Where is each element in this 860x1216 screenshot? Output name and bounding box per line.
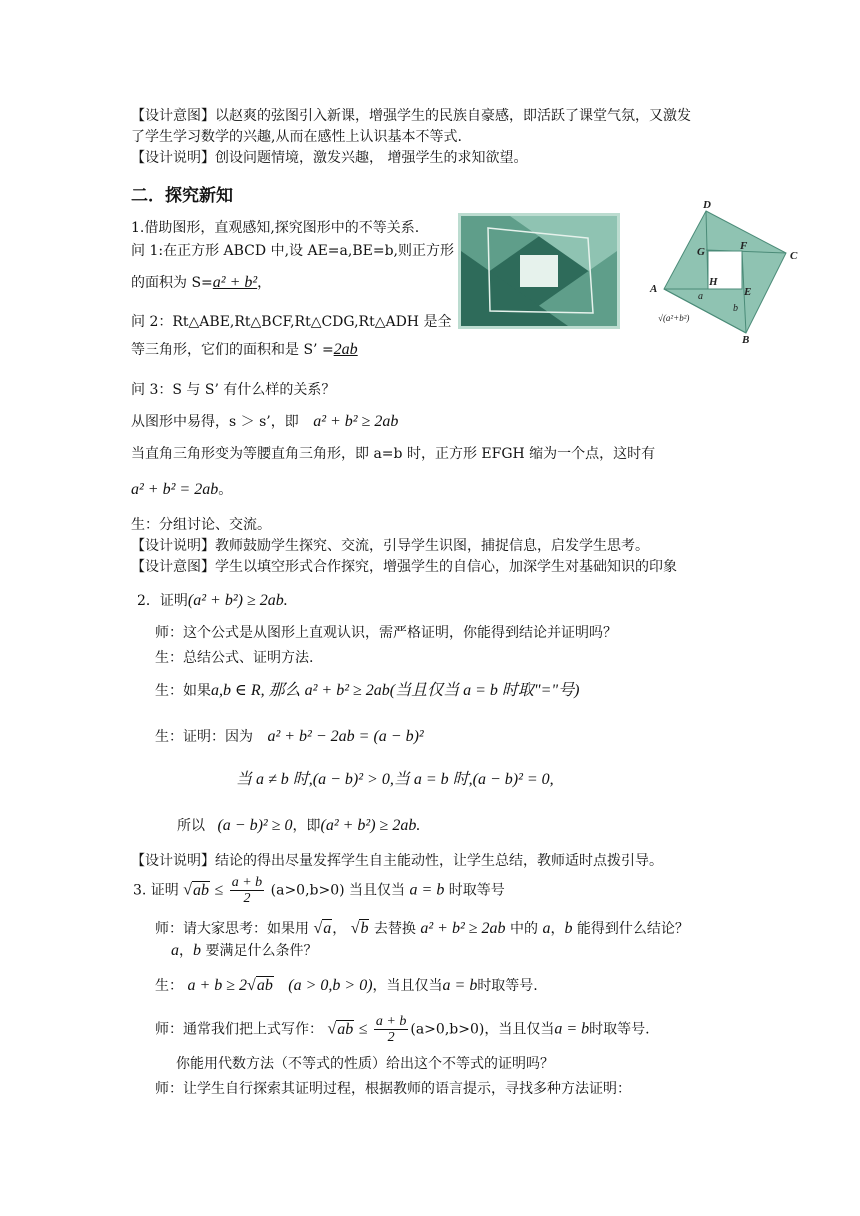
- triangle-area-label: 等三角形，它们的面积和是 S’ =: [131, 342, 334, 358]
- sqrt-ab-3: √ab: [327, 1020, 354, 1038]
- design-intent-2: 【设计意图】学生以填空形式合作探究，增强学生的自信心，加深学生对基础知识的印象: [131, 559, 677, 575]
- teacher-prompt-1: 师：这个公式是从图形上直观认识，需严格证明，你能得到结论并证明吗？: [155, 625, 617, 641]
- proof-item-2-formula: (a² + b²) ≥ 2ab.: [187, 592, 288, 609]
- teacher-rewrite: [155, 1014, 650, 1045]
- label-G: G: [697, 246, 705, 258]
- student-discussion: 生：分组讨论、交流。: [131, 517, 271, 533]
- label-b: b: [733, 303, 738, 314]
- teacher-prompt-2-cont: [171, 941, 317, 961]
- rewrite-label: 师：通常我们把上式写作：: [155, 1021, 323, 1038]
- sqrt-b-radicand: b: [360, 920, 369, 937]
- proof-conclusion: [177, 816, 420, 836]
- prompt2-in: 中的: [510, 921, 538, 937]
- item-3-condition: (a>0,b>0) 当且仅当: [270, 882, 406, 899]
- design-note-2: 【设计说明】教师鼓励学生探究、交流，引导学生识图，捕捉信息，启发学生思考。: [131, 538, 649, 554]
- fraction-1-num: a + b: [231, 875, 263, 890]
- sqrt-ab-1: √ab: [183, 881, 210, 899]
- fraction-1-den: 2: [243, 891, 251, 906]
- answer-condition: (a > 0,b > 0): [288, 977, 373, 994]
- prompt2-formula: a² + b² ≥ 2ab: [420, 920, 506, 937]
- conclusion-so: 所以: [177, 818, 205, 834]
- item-3-label: 3. 证明: [133, 882, 179, 899]
- rewrite-condition: (a>0,b>0): [410, 1021, 485, 1038]
- prompt2-b-var: b: [564, 920, 573, 937]
- answer-eq: a = b: [442, 977, 478, 994]
- sqrt-a: √a: [313, 920, 332, 937]
- conclusion-ie: ，即: [292, 818, 321, 834]
- equality-period: 。: [218, 482, 233, 498]
- proof-start: [155, 727, 424, 747]
- conclusion-formula-1: (a − b)² ≥ 0: [217, 817, 293, 834]
- proof-cases: [236, 770, 554, 790]
- section-heading: 二．探究新知: [131, 186, 233, 206]
- statement-label: 生：如果: [155, 683, 211, 699]
- rewrite-iff: ，当且仅当: [484, 1021, 555, 1038]
- student-answer: [155, 976, 538, 996]
- sqrt-b: √b: [350, 920, 369, 937]
- sqrt-a-radicand: a: [323, 920, 332, 937]
- observation-text: 从图形中易得，s ＞ s’，即: [131, 414, 299, 430]
- label-D: D: [703, 199, 711, 211]
- student-statement: [155, 681, 579, 701]
- answer-label: 生：: [155, 978, 183, 994]
- design-intent-line-1: 【设计意图】以赵爽的弦图引入新课，增强学生的民族自豪感，即活跃了课堂气氛，又激发: [131, 108, 691, 124]
- question-1: 问 1:在正方形 ABCD 中,设 AE=a,BE=b,则正方形: [131, 243, 454, 259]
- statement-formula: a,b ∈ R, 那么 a² + b² ≥ 2ab(当且仅当 a = b 时取"="号): [211, 682, 580, 699]
- cont-comma: ，: [179, 943, 193, 959]
- question-3: 问 3：S 与 S’ 有什么样的关系？: [131, 382, 336, 398]
- inequality-observation: [131, 412, 398, 432]
- rewrite-eq: a = b: [554, 1020, 590, 1038]
- proof-item-3: [133, 875, 505, 906]
- design-intent-line-2: 了学生学习数学的兴趣,从而在感性上认识基本不等式.: [131, 129, 462, 145]
- question-2: 问 2：Rt△ABE,Rt△BCF,Rt△CDG,Rt△ADH 是全: [131, 314, 452, 330]
- prompt2-tail: 能得到什么结论？: [576, 921, 689, 937]
- rewrite-tail: 时取等号.: [589, 1021, 650, 1038]
- explore-item-1: 1.借助图形，直观感知,探究图形中的不等关系.: [131, 220, 420, 236]
- prompt2-replace: 去替换: [373, 921, 416, 937]
- prompt2-a: 师：请大家思考：如果用: [155, 921, 309, 937]
- conclusion-formula-2: (a² + b²) ≥ 2ab.: [320, 817, 421, 834]
- proof-start-label: 生：证明：因为: [155, 729, 253, 745]
- leq-2: ≤: [358, 1020, 368, 1038]
- cont-b-var: b: [193, 942, 201, 959]
- label-B: B: [742, 334, 750, 345]
- labelled-square-figure: [636, 193, 806, 345]
- design-note-3: 【设计说明】结论的得出尽量发挥学生自主能动性，让学生总结，教师适时点拨引导。: [131, 853, 663, 869]
- inner-square: [520, 255, 558, 287]
- proof-start-formula: a² + b² − 2ab = (a − b)²: [267, 728, 424, 745]
- equality-formula: a² + b² = 2ab: [131, 481, 219, 498]
- label-F: F: [740, 240, 748, 252]
- observation-formula: a² + b² ≥ 2ab: [313, 413, 399, 430]
- equality-condition: 当直角三角形变为等腰直角三角形，即 a=b 时，正方形 EFGH 缩为一个点，这时有: [131, 446, 656, 462]
- teacher-guidance: 师：让学生自行探索其证明过程，根据教师的语言提示，寻找多种方法证明：: [155, 1081, 631, 1097]
- teacher-prompt-2: [155, 919, 689, 939]
- student-summary: 生：总结公式、证明方法.: [155, 650, 314, 666]
- cont-a-var: a: [171, 942, 179, 959]
- square-area-comma: ，: [257, 275, 272, 291]
- zhao-shuang-string-figure: [458, 213, 620, 329]
- fraction-2-den: 2: [387, 1030, 395, 1045]
- square-area-formula: a² + b²: [212, 274, 258, 291]
- equality-formula-line: [131, 480, 232, 500]
- sqrt-ab-3-radicand: ab: [337, 1020, 354, 1038]
- label-diagonal: √(a²+b²): [658, 313, 690, 323]
- sqrt-ab-1-radicand: ab: [193, 881, 210, 899]
- answer-iff: ，当且仅当: [372, 978, 443, 994]
- item-3-eq: a = b: [409, 881, 445, 899]
- label-H: H: [709, 276, 718, 288]
- label-C: C: [790, 250, 798, 262]
- fraction-1: [230, 875, 264, 906]
- leq-1: ≤: [214, 881, 224, 899]
- prompt2-comma-1: ，: [332, 921, 347, 937]
- label-a: a: [698, 291, 703, 302]
- triangle-area-formula: 2ab: [333, 341, 358, 358]
- proof-cases-formula: 当 a ≠ b 时,(a − b)² > 0,当 a = b 时,(a − b)² = 0,: [236, 771, 554, 788]
- proof-item-2: [137, 591, 288, 611]
- sqrt-ab-2-radicand: ab: [256, 977, 273, 994]
- square-area-label: 的面积为 S=: [131, 275, 213, 291]
- answer-formula: a + b ≥ 2: [187, 977, 248, 994]
- square-area: [131, 273, 271, 293]
- item-3-tail: 时取等号: [448, 882, 505, 899]
- design-note-1: 【设计说明】创设问题情境，激发兴趣， 增强学生的求知欲望。: [131, 150, 528, 166]
- sqrt-ab-2: √ab: [247, 977, 273, 994]
- fraction-2-num: a + b: [375, 1014, 407, 1029]
- proof-item-2-label: 2．证明: [137, 593, 188, 609]
- prompt2-a-var: a: [542, 920, 551, 937]
- algebraic-question: 你能用代数方法（不等式的性质）给出这个不等式的证明吗？: [176, 1056, 554, 1072]
- answer-tail: 时取等号.: [477, 978, 538, 994]
- prompt2-comma-2: ，: [550, 921, 565, 937]
- triangle-area: [131, 340, 358, 360]
- label-E: E: [744, 286, 752, 298]
- fraction-2: [374, 1014, 408, 1045]
- cont-tail: 要满足什么条件？: [205, 943, 318, 959]
- label-A: A: [650, 283, 658, 295]
